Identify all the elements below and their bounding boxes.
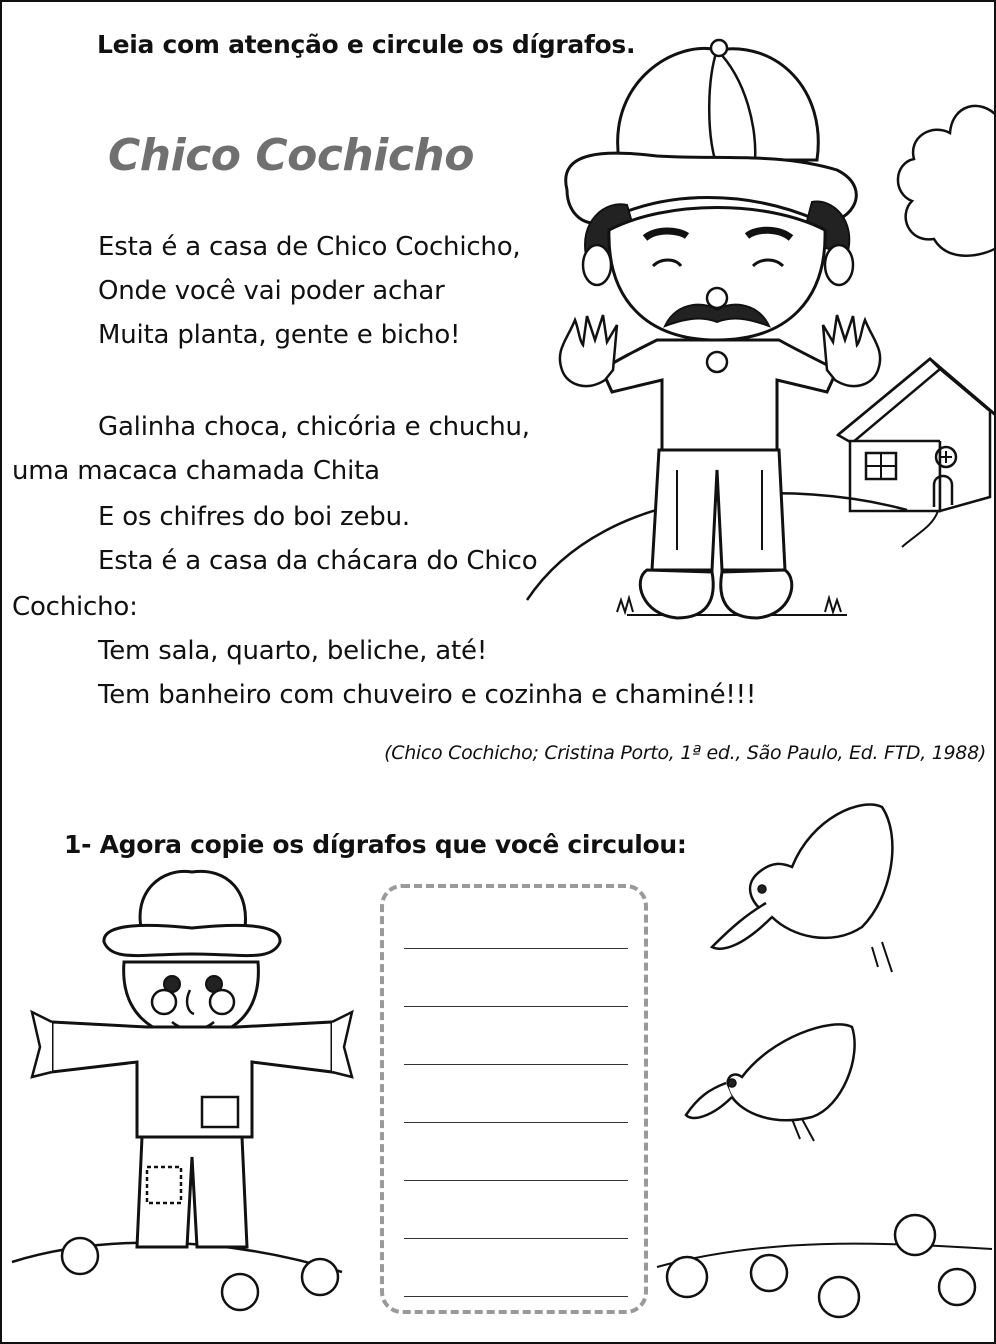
answer-line[interactable] <box>404 1180 628 1181</box>
poem-line: Galinha choca, chicória e chuchu, <box>98 412 530 442</box>
answer-line[interactable] <box>404 1122 628 1123</box>
poem-line: uma macaca chamada Chita <box>12 456 380 486</box>
poem-title: Chico Cochicho <box>108 130 474 181</box>
farmer-boy-illustration <box>547 40 892 630</box>
poem-line: Tem banheiro com chuveiro e cozinha e chaminé!!! <box>98 680 757 710</box>
cabbages-illustration <box>657 1207 992 1337</box>
poem-line: Esta é a casa de Chico Cochicho, <box>98 232 521 262</box>
poem-line: Cochicho: <box>12 592 138 622</box>
answer-line[interactable] <box>404 1006 628 1007</box>
poem-line: Tem sala, quarto, beliche, até! <box>98 636 488 666</box>
answer-line[interactable] <box>404 1064 628 1065</box>
question: 1- Agora copie os dígrafos que você circulou: <box>64 830 687 859</box>
cloud-illustration <box>892 97 996 267</box>
citation: (Chico Cochicho; Cristina Porto, 1ª ed., São Paulo, Ed. FTD, 1988) <box>384 742 986 764</box>
birds-illustration <box>682 797 962 1157</box>
instruction: Leia com atenção e circule os dígrafos. <box>97 30 636 59</box>
poem-line: Muita planta, gente e bicho! <box>98 320 461 350</box>
poem-line: Esta é a casa da chácara do Chico <box>98 546 538 576</box>
answer-line[interactable] <box>404 1238 628 1239</box>
poem-line: Onde você vai poder achar <box>98 276 445 306</box>
scarecrow-illustration <box>12 862 372 1342</box>
answer-line[interactable] <box>404 948 628 949</box>
answer-box[interactable] <box>380 884 648 1314</box>
poem-line: E os chifres do boi zebu. <box>98 502 410 532</box>
answer-line[interactable] <box>404 1296 628 1297</box>
